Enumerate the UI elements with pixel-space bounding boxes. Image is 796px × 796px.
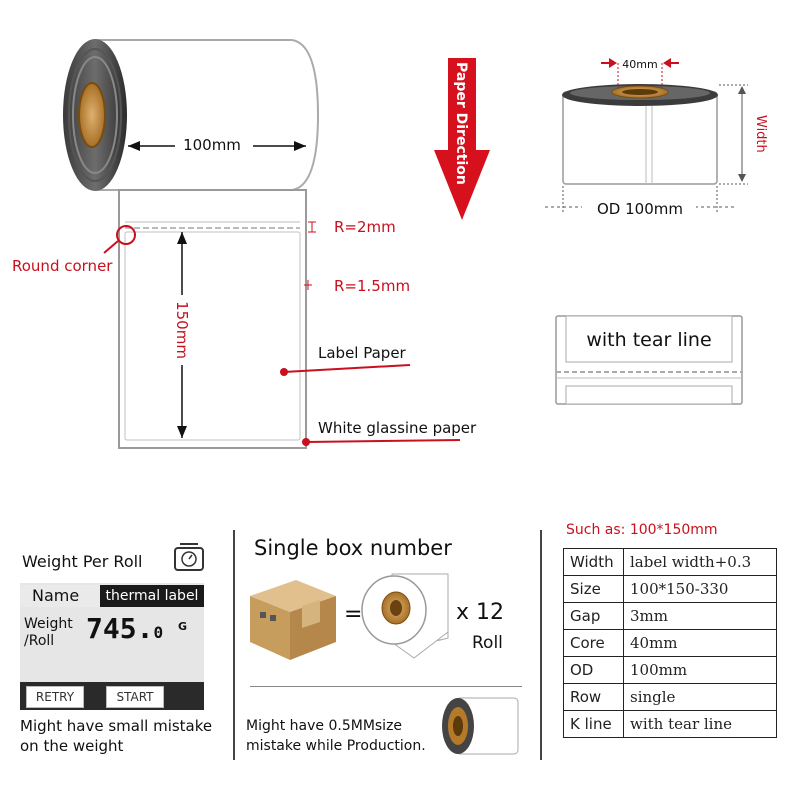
weight-label: Weight /Roll <box>24 616 73 649</box>
table-row: OD 100mm <box>564 657 777 684</box>
paper-direction-arrow <box>434 58 490 220</box>
spec-caption: Such as: 100*150mm <box>566 522 718 538</box>
scale-icon <box>172 540 206 572</box>
tear-line-swatch <box>556 316 742 404</box>
roll-core <box>79 83 105 147</box>
table-row: Row single <box>564 684 777 711</box>
divider <box>250 686 522 687</box>
od-label: OD 100mm <box>597 200 683 218</box>
label-roll-icon <box>352 568 456 668</box>
table-row: Width label width+0.3 <box>564 549 777 576</box>
name-value: thermal label <box>100 585 204 607</box>
glassine-label: White glassine paper <box>318 419 477 437</box>
weight-note: Might have small mistake on the weight <box>20 717 213 755</box>
equals-sign: = <box>344 602 363 627</box>
width-label: Width <box>753 115 768 153</box>
table-row: Size 100*150-330 <box>564 576 777 603</box>
core-size-label: 40mm <box>622 58 658 71</box>
corner-radius-label: R=1.5mm <box>334 277 411 295</box>
table-row: Gap 3mm <box>564 603 777 630</box>
length-dimension: 150mm <box>173 301 191 359</box>
roll-body <box>95 40 318 190</box>
weight-title: Weight Per Roll <box>22 552 143 571</box>
spec-table <box>563 548 777 738</box>
tear-line-label: with tear line <box>586 329 712 351</box>
table-row: K line with tear line <box>564 711 777 738</box>
retry-button[interactable]: RETRY <box>26 686 84 708</box>
box-count: x 12 <box>456 600 505 625</box>
box-note: Might have 0.5MMsize mistake while Production. <box>246 718 426 754</box>
width-dimension: 100mm <box>183 136 241 154</box>
box-title: Single box number <box>254 536 452 560</box>
core-od-diagram <box>545 58 768 219</box>
gap-label: R=2mm <box>334 218 396 236</box>
carton-box-icon <box>246 578 340 662</box>
name-label: Name <box>32 586 80 605</box>
divider <box>540 530 542 760</box>
scale-name-row <box>20 585 204 607</box>
weight-reading: 745.0 <box>86 612 164 645</box>
divider <box>233 530 235 760</box>
box-count-unit: Roll <box>472 633 503 653</box>
round-corner-label: Round corner <box>12 257 113 275</box>
start-button[interactable]: START <box>106 686 164 708</box>
table-row: Core 40mm <box>564 630 777 657</box>
paper-direction-label: Paper Direction <box>453 62 469 185</box>
label-paper-label: Label Paper <box>318 344 406 362</box>
roll-thumbnail-icon <box>436 692 522 760</box>
weight-unit: G <box>178 620 188 633</box>
